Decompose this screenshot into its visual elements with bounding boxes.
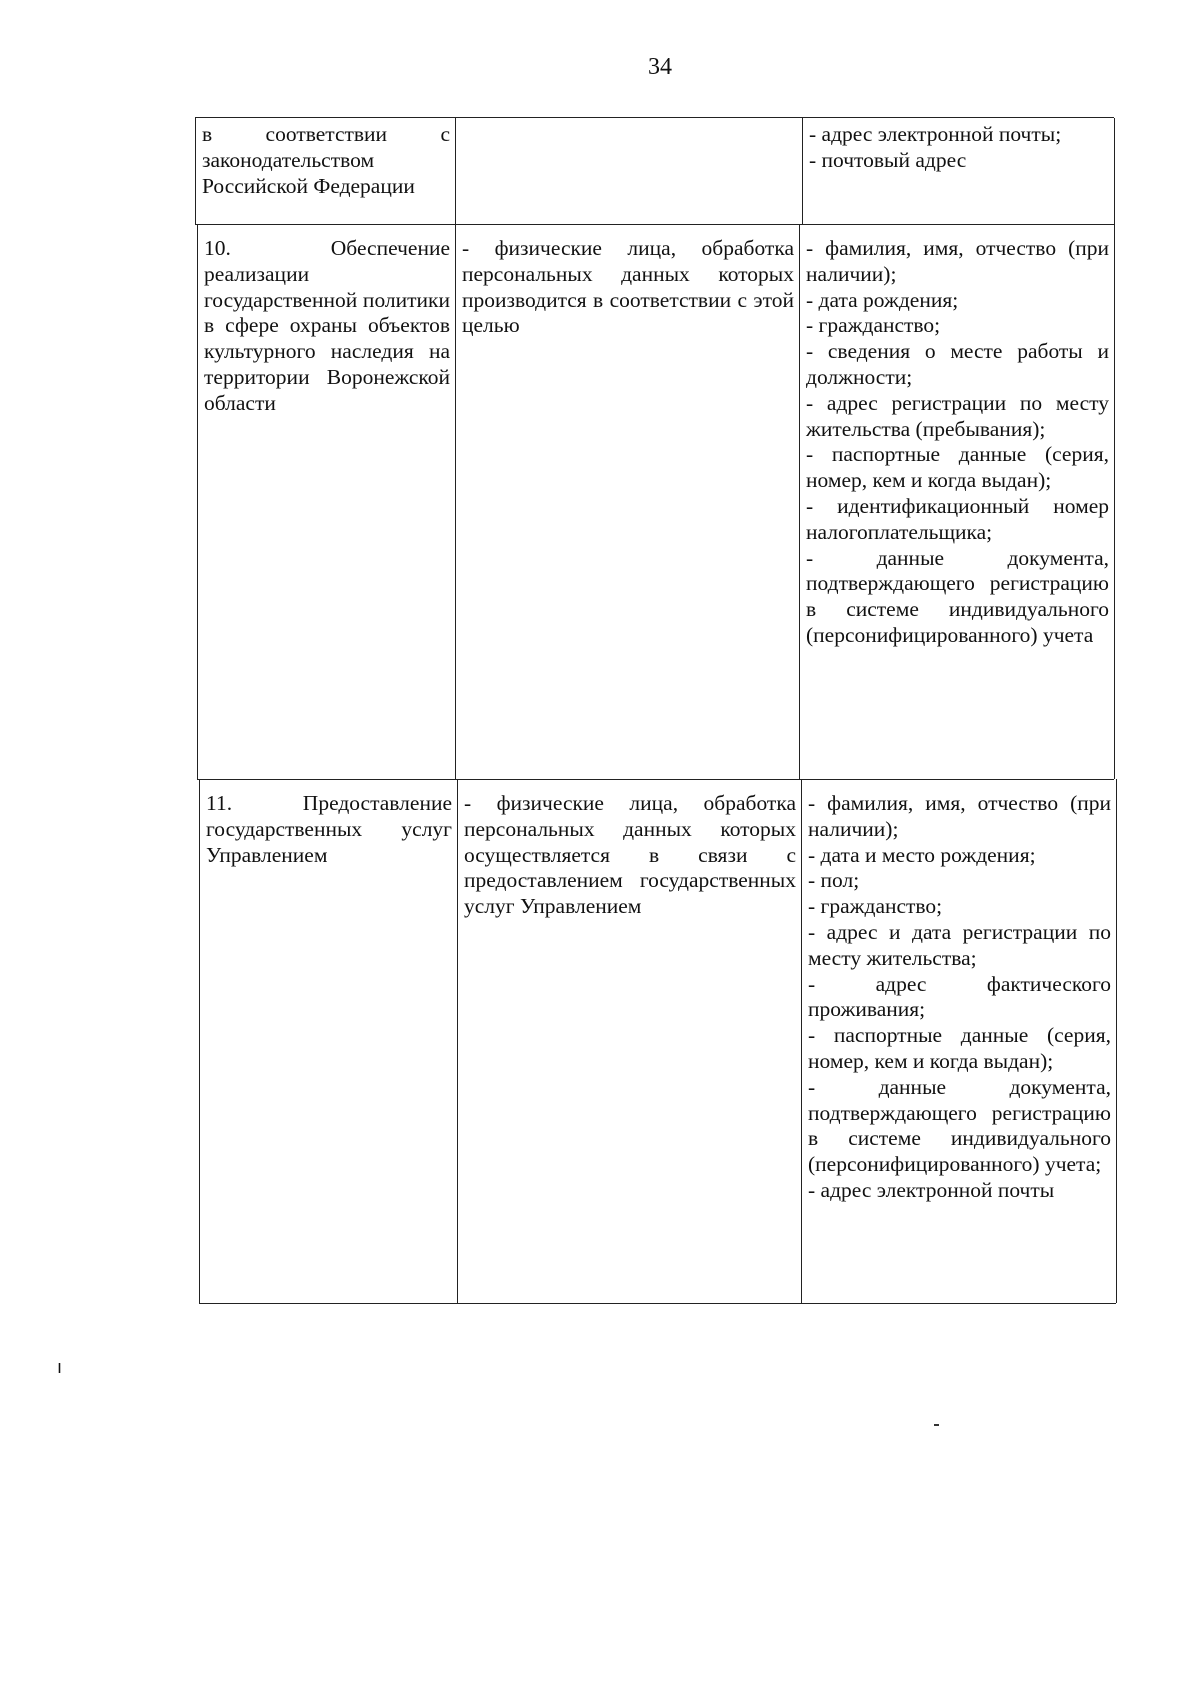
- table-row: [199, 779, 1116, 1304]
- scan-speck: [934, 1424, 939, 1426]
- table-row: [197, 224, 1114, 780]
- list-item: - фамилия, имя, отчество (при наличии);: [808, 791, 1111, 841]
- subjects-cell: - физические лица, обработка персональных данных которых осуществляется в связи с предоставлением государственных услуг Управлением: [458, 779, 802, 1303]
- list-item: - адрес и дата регистрации по месту жительства;: [808, 919, 1111, 970]
- purpose-cell: 10. Обеспечение реализации государственной политики в сфере охраны объектов культурного наследия на территории Воронежской области: [198, 224, 456, 779]
- list-item: - идентификационный номер налогоплательщика;: [806, 493, 1109, 544]
- list-item: - дата рождения;: [806, 287, 959, 312]
- list-item: - паспортные данные (серия, номер, кем и когда выдан);: [806, 442, 1109, 493]
- list-item: - адрес регистрации по месту жительства (пребывания);: [806, 390, 1109, 441]
- list-item: - адрес электронной почты: [808, 1177, 1055, 1202]
- list-item: - гражданство;: [808, 894, 943, 919]
- data-items-cell: [803, 118, 1115, 224]
- list-item: - гражданство;: [806, 313, 941, 338]
- list-item: - пол;: [808, 868, 860, 893]
- list-item: - паспортные данные (серия, номер, кем и когда выдан);: [808, 1023, 1111, 1073]
- subjects-cell: [456, 118, 803, 224]
- margin-mark: ı: [57, 1357, 63, 1377]
- list-item: - фамилия, имя, отчество (при наличии);: [806, 236, 1109, 286]
- list-item: - данные документа, подтверждающего регистрацию в системе индивидуального (персонифицированного) учета;: [808, 1074, 1111, 1177]
- purpose-cell: в соответствии с законодательством Российской Федерации: [196, 118, 456, 224]
- list-item: - адрес электронной почты;: [809, 122, 1062, 146]
- page-number: 34: [648, 54, 672, 80]
- list-item: - почтовый адрес: [809, 147, 967, 172]
- list-item: - адрес фактического проживания;: [808, 971, 1111, 1022]
- subjects-cell: - физические лица, обработка персональных данных которых производится в соответствии с этой целью: [456, 224, 800, 779]
- list-item: - сведения о месте работы и должности;: [806, 339, 1109, 389]
- list-item: - данные документа, подтверждающего регистрацию в системе индивидуального (персонифицированного) учета: [806, 545, 1109, 647]
- data-items-cell: [800, 224, 1115, 779]
- data-items-cell: [802, 779, 1117, 1303]
- purpose-cell: 11. Предоставление государственных услуг Управлением: [200, 779, 458, 1303]
- table-row: [195, 117, 1114, 225]
- list-item: - дата и место рождения;: [808, 842, 1036, 867]
